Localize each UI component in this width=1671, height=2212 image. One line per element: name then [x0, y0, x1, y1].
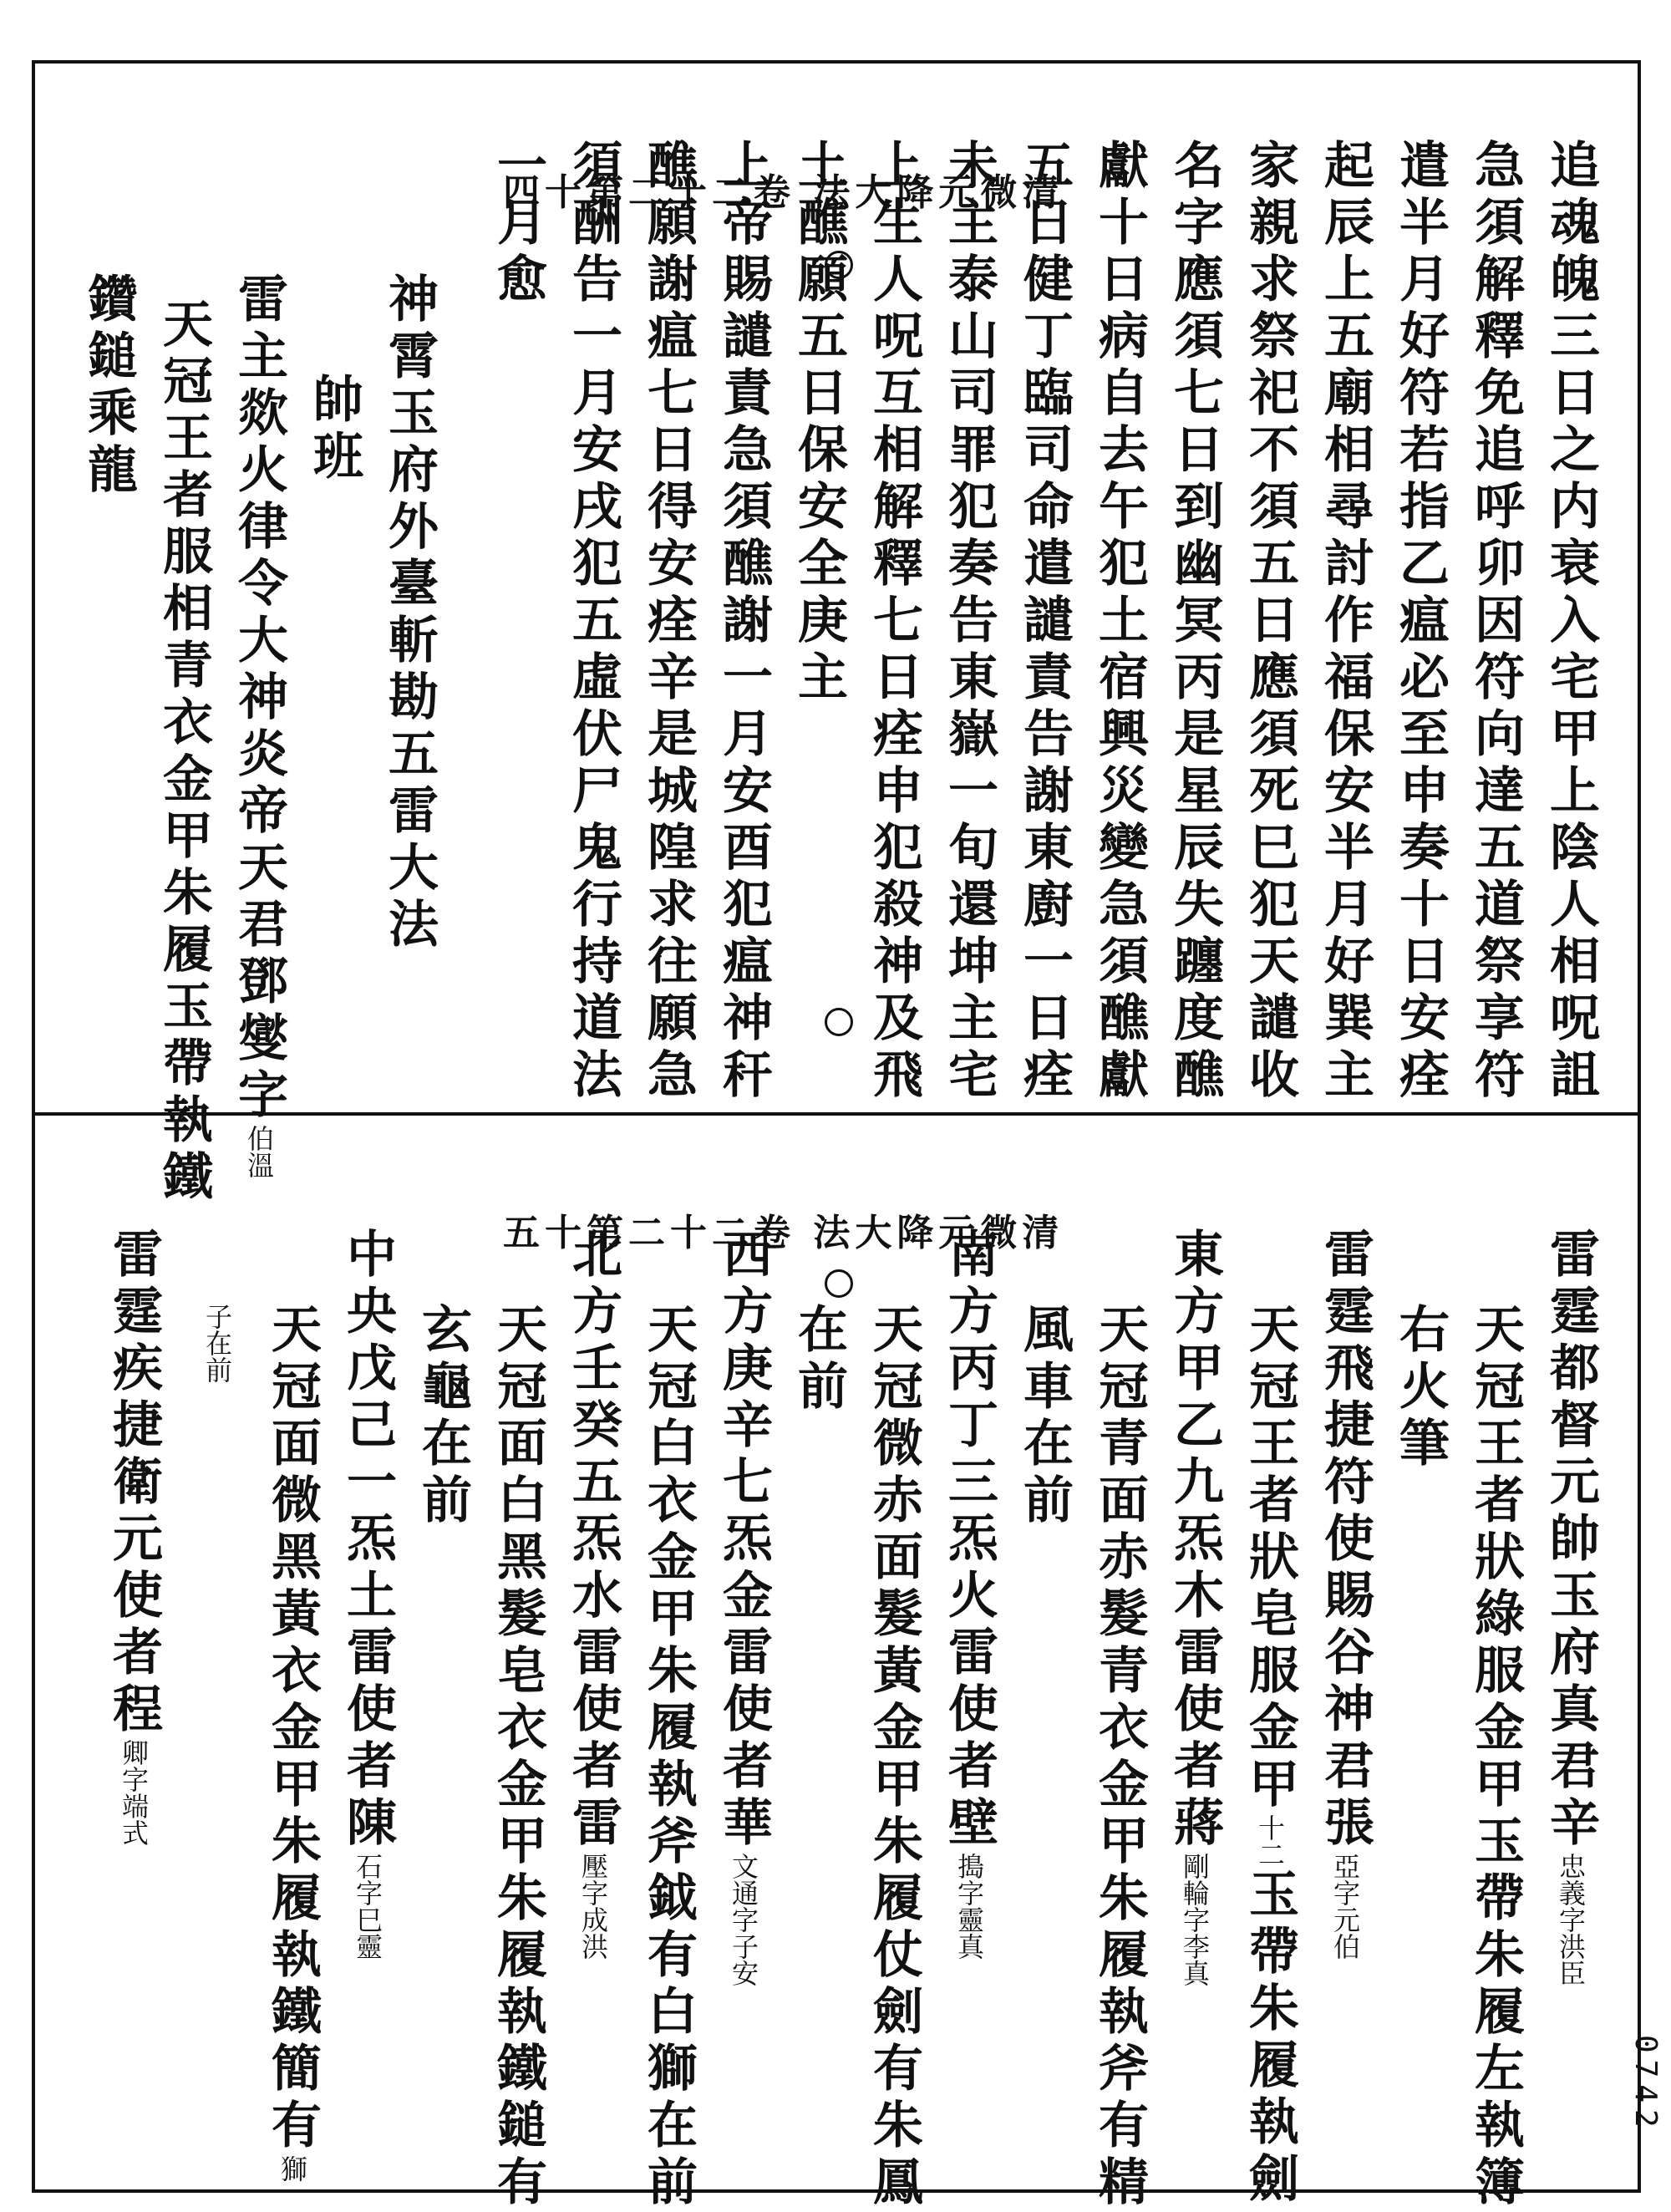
- margin-circle-mark: [825, 251, 853, 279]
- text-column: 西方庚辛七炁金雷使者華文通字子安: [714, 1228, 773, 1986]
- text-column: 北方壬癸五炁水雷使者雷壓字成洪: [564, 1228, 622, 1960]
- text-column: 追魂魄三日之内衰入宅甲上陰人相呪詛: [1541, 139, 1600, 1105]
- text-column: 起辰上五廟相尋討作福保安半月好巽主: [1316, 139, 1374, 1105]
- text-column: 急須解釋免追呼卯因符向達五道祭享符: [1466, 139, 1525, 1105]
- section-title: 神霄玉府外臺斬勘五雷大法: [380, 272, 439, 954]
- text-column: 五日健丁臨司命遣譴責告謝東廚一日痊: [1015, 139, 1074, 1105]
- text-column: 天冠王者服相青衣金甲朱履玉帶執鐵: [155, 297, 213, 1207]
- text-column: 一月愈: [489, 139, 547, 309]
- text-column: 名字應須七日到幽冥丙是星辰失躔度醮: [1166, 139, 1224, 1105]
- top-page: [35, 64, 1638, 1207]
- text-column: 天冠面微黑黃衣金甲朱履執鐵簡有獅: [263, 1303, 322, 2182]
- text-column: 玄龜在前: [414, 1303, 472, 1530]
- text-column: 雷主欻火律令大神炎帝天君鄧燮字伯溫: [230, 272, 288, 1178]
- text-column: 雷霆飛捷符使賜谷神君張亞字元伯: [1316, 1228, 1374, 1960]
- text-column: 風車在前: [1015, 1303, 1074, 1530]
- text-column: 右火筆: [1391, 1303, 1450, 1473]
- text-column: 土醮願五日保安全庚主: [790, 139, 848, 707]
- text-column: 未主泰山司罪犯奏告東嶽一旬還坤主宅: [940, 139, 998, 1105]
- text-column: 在前: [790, 1303, 848, 1416]
- margin-circle-mark: [825, 1269, 853, 1298]
- text-column: 雷霆疾捷衛元使者程卿字端式: [104, 1228, 163, 1846]
- text-column: 東方甲乙九炁木雷使者蔣剛輪字李真: [1166, 1228, 1224, 1986]
- text-column: 家親求祭祀不須五日應須死巳犯天譴收: [1241, 139, 1299, 1105]
- text-column: 獻十日病自去午犯土宿興災變急須醮獻: [1090, 139, 1149, 1105]
- text-column: 上帝賜譴責急須醮謝一月安酉犯瘟神秆: [714, 139, 773, 1105]
- text-column: 醮願謝瘟七日得安痊辛是城隍求往願急: [639, 139, 698, 1105]
- text-column: 中央戊己一炁土雷使者陳石字巳靈: [338, 1228, 397, 1960]
- text-column: 上生人呪互相解釋七日痊申犯殺神及飛: [865, 139, 923, 1105]
- top-page-columns: [67, 64, 1604, 1207]
- text-column: 須酬告一月安戌犯五虛伏尸鬼行持道法: [564, 139, 622, 1105]
- bottom-page: [35, 1119, 1638, 2212]
- text-column: 天冠微赤面髮黃金甲朱履仗劍有朱鳳: [865, 1303, 923, 2212]
- text-column: 天冠王者狀皂服金甲十二玉帶朱履執劍: [1241, 1303, 1299, 2209]
- top-page-header: 清微元降大法 卷二十二第十四: [503, 171, 1064, 214]
- text-column: 鑽鎚乘龍: [79, 272, 138, 500]
- bottom-page-header: 清微元降大法 卷二十二第十五: [503, 1212, 1064, 1254]
- page-number: 0742: [1628, 2035, 1663, 2134]
- text-column: 天冠面白黑髮皂衣金甲朱履執鐵鎚有: [489, 1303, 547, 2212]
- text-column: 南方丙丁三炁火雷使者壁搗字靈真: [940, 1228, 998, 1960]
- text-column: 天冠王者狀綠服金甲玉帶朱履左執簿: [1466, 1303, 1525, 2212]
- text-column: 天冠青面赤髮青衣金甲朱履執斧有精: [1090, 1303, 1149, 2212]
- text-column: 遣半月好符若指乙瘟必至申奏十日安痊: [1391, 139, 1450, 1105]
- text-column: 天冠白衣金甲朱履執斧鉞有白獅在前: [639, 1303, 698, 2212]
- text-column: 子在前: [201, 1303, 233, 1383]
- section-subtitle: 帥班: [305, 373, 363, 486]
- margin-circle-mark: [825, 1008, 853, 1036]
- text-column: 雷霆都督元帥玉府真君辛忠義字洪臣: [1541, 1228, 1600, 1986]
